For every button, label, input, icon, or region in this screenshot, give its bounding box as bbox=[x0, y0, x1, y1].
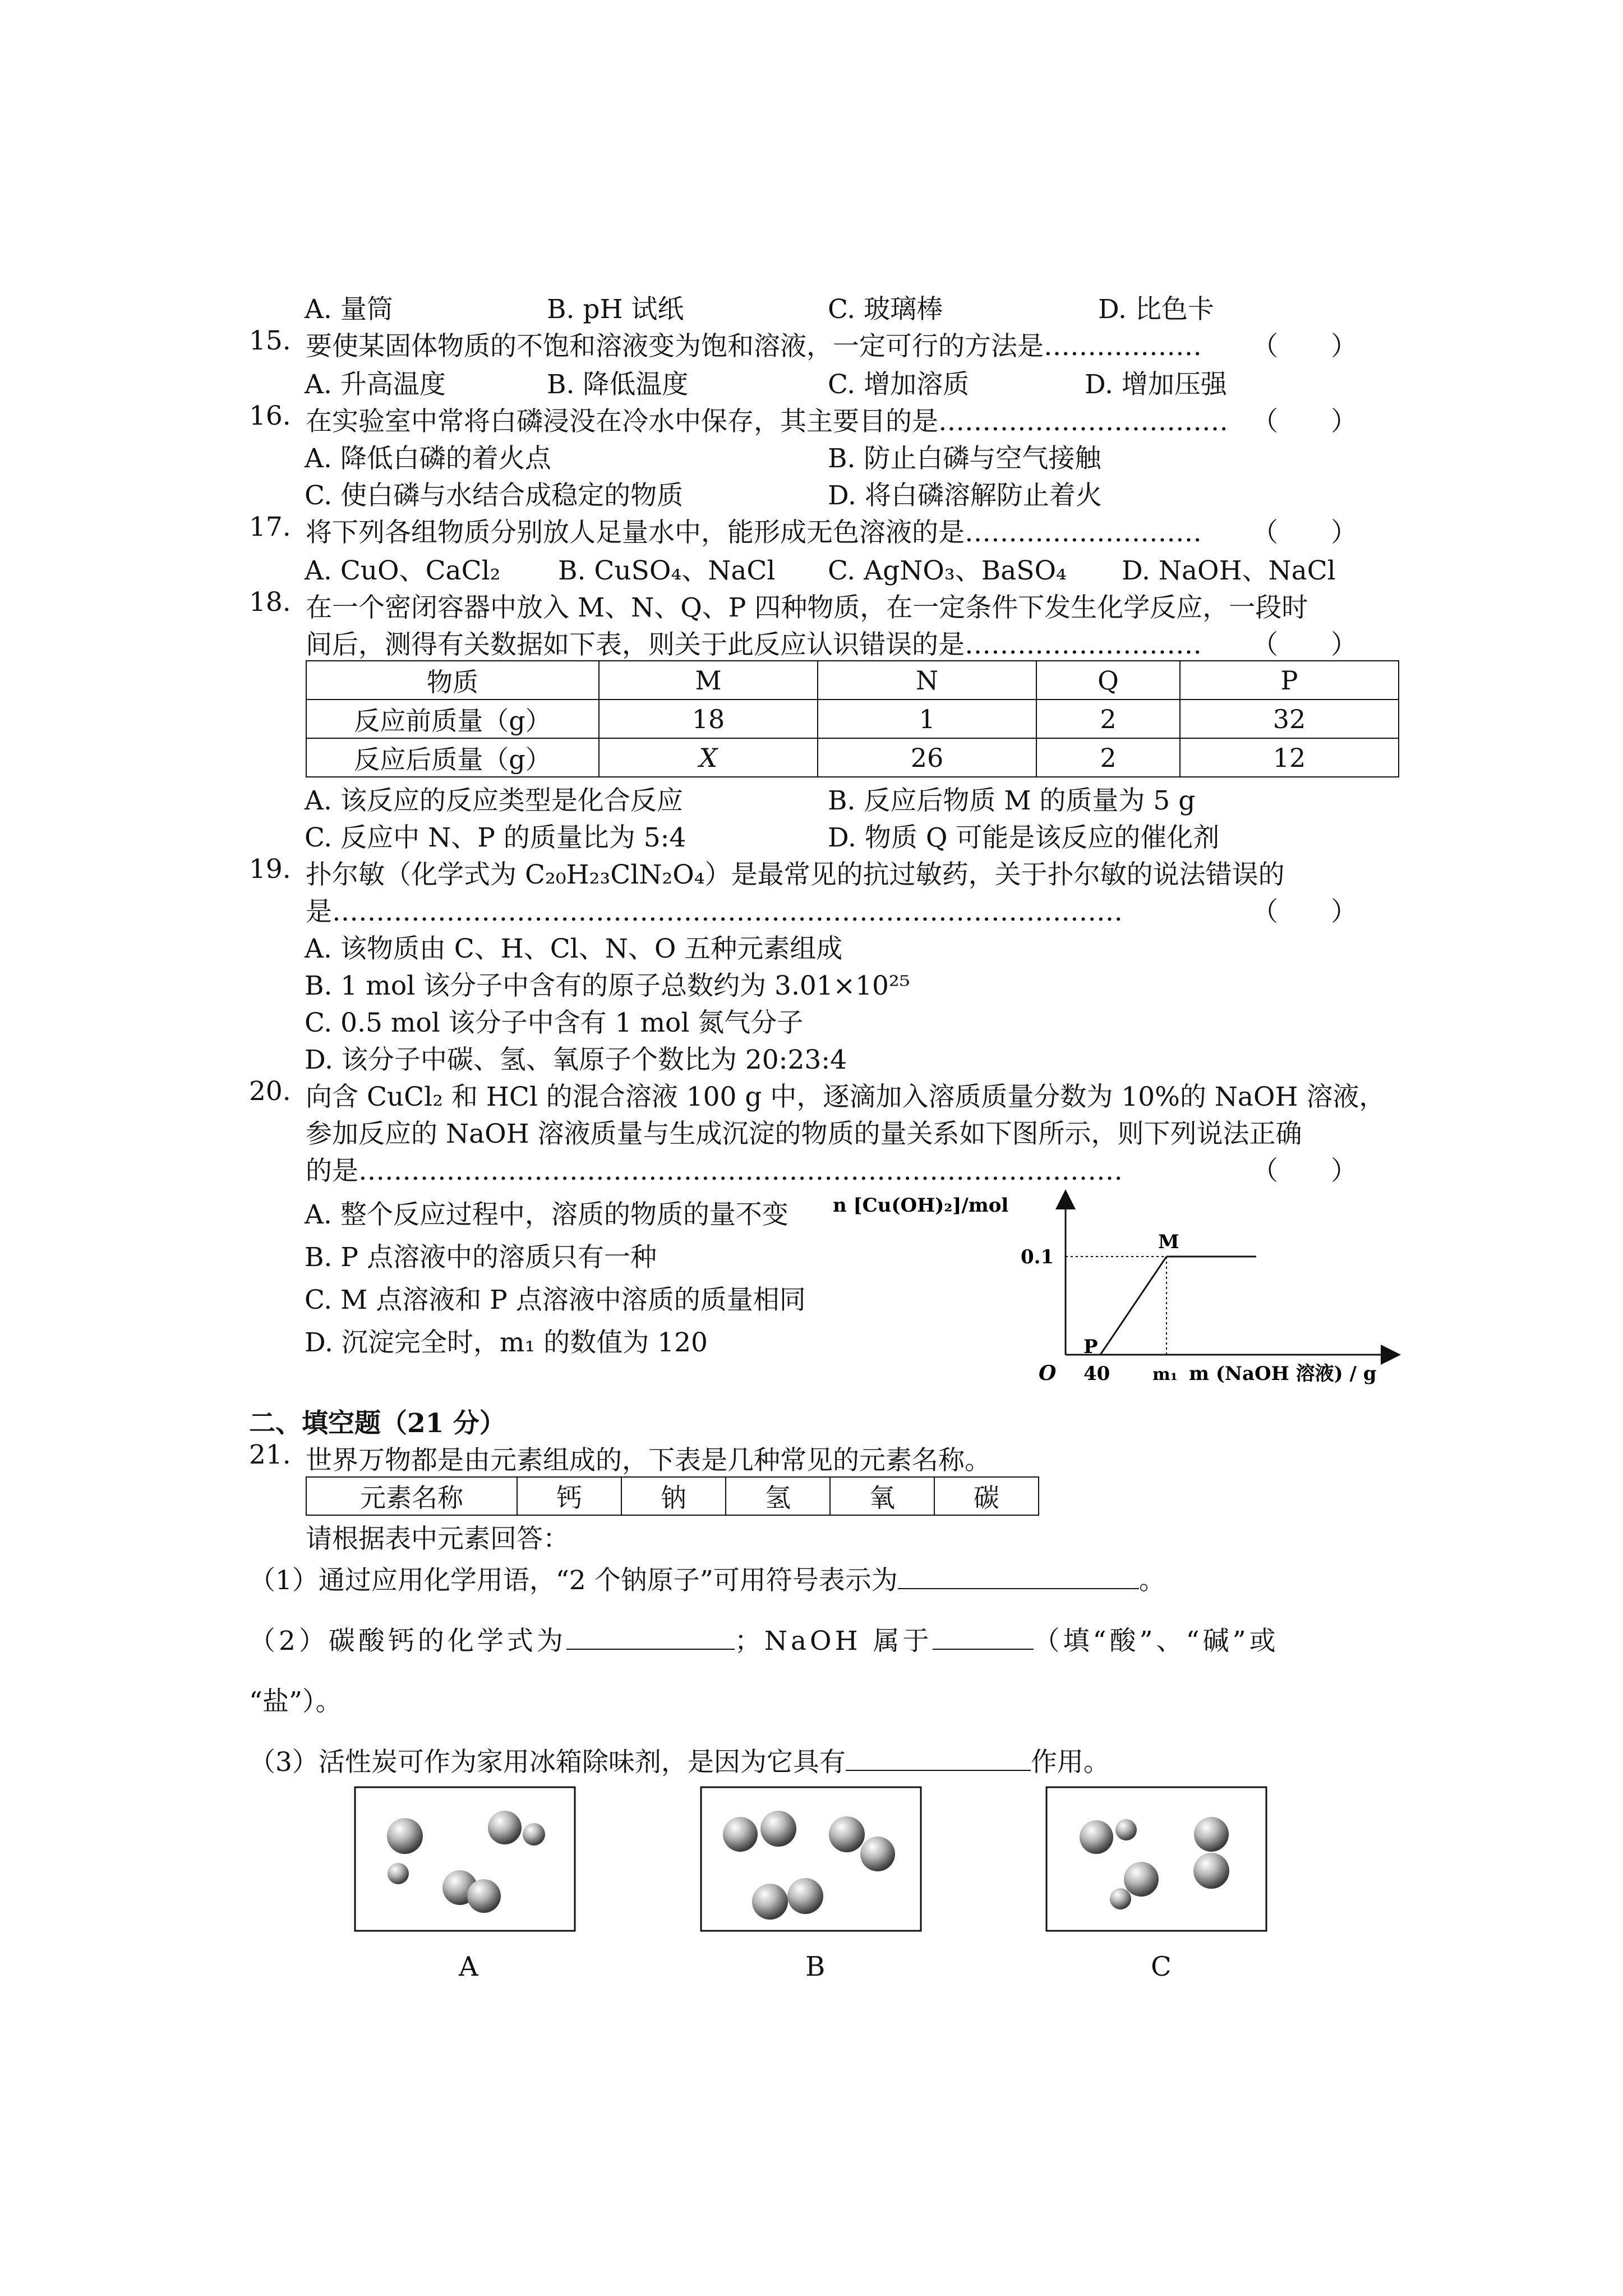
q20-option-b: B. P 点溶液中的溶质只有一种 bbox=[305, 1242, 657, 1273]
table-cell: 氢 bbox=[726, 1477, 830, 1515]
q15-option-a: A. 升高温度 bbox=[305, 369, 446, 400]
q19-option-a: A. 该物质由 C、H、Cl、N、O 五种元素组成 bbox=[305, 933, 843, 964]
q18-option-b: B. 反应后物质 M 的质量为 5 g bbox=[828, 785, 1196, 816]
point-label-p: P bbox=[1083, 1336, 1098, 1358]
q18-option-a: A. 该反应的反应类型是化合反应 bbox=[305, 785, 683, 816]
q15-stem: 要使某固体物质的不饱和溶液变为饱和溶液，一定可行的方法是……………… bbox=[306, 331, 1202, 362]
q15-answer-paren: （ ） bbox=[1252, 331, 1357, 362]
atom-icon bbox=[723, 1817, 758, 1852]
table-cell: Q bbox=[1036, 661, 1180, 700]
table-cell: 2 bbox=[1036, 700, 1180, 738]
atom-icon bbox=[1115, 1819, 1137, 1841]
q15-option-b: B. 降低温度 bbox=[547, 369, 689, 400]
q15-option-d: D. 增加压强 bbox=[1085, 369, 1227, 400]
q16-answer-paren: （ ） bbox=[1252, 406, 1357, 437]
q18-answer-paren: （ ） bbox=[1252, 629, 1357, 660]
molecule-box-c bbox=[1046, 1787, 1266, 1931]
q18-option-d: D. 物质 Q 可能是该反应的催化剂 bbox=[828, 822, 1220, 853]
point-label-m: M bbox=[1158, 1231, 1179, 1253]
x-tick-label-40: 40 bbox=[1083, 1363, 1110, 1385]
q21-number: 21. bbox=[249, 1439, 291, 1470]
q17-stem: 将下列各组物质分别放人足量水中，能形成无色溶液的是……………………… bbox=[306, 517, 1202, 548]
q17-option-d: D. NaOH、NaCl bbox=[1122, 555, 1336, 586]
atom-icon bbox=[760, 1811, 796, 1847]
q19-number: 19. bbox=[249, 854, 291, 885]
q19-stem-line1: 扑尔敏（化学式为 C₂₀H₂₃ClN₂O₄）是最常见的抗过敏药，关于扑尔敏的说法错误的 bbox=[306, 859, 1285, 890]
atom-icon bbox=[1110, 1888, 1131, 1910]
section-2-heading: 二、填空题（21 分） bbox=[249, 1408, 506, 1439]
q14-option-a: A. 量筒 bbox=[305, 294, 393, 325]
q19-stem-line2: 是……………………………………………………………………………… bbox=[306, 896, 1123, 927]
q20-number: 20. bbox=[249, 1076, 291, 1107]
atom-icon bbox=[752, 1884, 788, 1920]
table-cell: 2 bbox=[1036, 738, 1180, 777]
q16-option-a: A. 降低白磷的着火点 bbox=[305, 443, 551, 474]
q14-option-d: D. 比色卡 bbox=[1098, 294, 1214, 325]
q20-stem-line1: 向含 CuCl₂ 和 HCl 的混合溶液 100 g 中，逐滴加入溶质质量分数为 10%的 NaOH 溶液， bbox=[306, 1082, 1386, 1112]
box-label-b: B bbox=[805, 1951, 826, 1982]
atom-icon bbox=[829, 1816, 865, 1852]
atom-icon bbox=[1194, 1817, 1229, 1852]
table-cell: X bbox=[599, 738, 818, 777]
atom-icon bbox=[860, 1837, 895, 1871]
q18-option-c: C. 反应中 N、P 的质量比为 5:4 bbox=[305, 822, 686, 853]
box-label-a: A bbox=[459, 1951, 478, 1982]
atom-icon bbox=[388, 1863, 409, 1884]
table-cell: P bbox=[1180, 661, 1399, 700]
q20-stem-line3: 的是…………………………………………………………………………… bbox=[306, 1156, 1123, 1186]
q21-part1-text: （1）通过应用化学用语，“2 个钠原子”可用符号表示为 bbox=[249, 1565, 898, 1596]
q19-option-b: B. 1 mol 该分子中含有的原子总数约为 3.01×10²⁵ bbox=[305, 970, 910, 1001]
table-cell: 18 bbox=[599, 700, 818, 738]
atom-icon bbox=[523, 1823, 545, 1846]
table-cell: 钠 bbox=[621, 1477, 726, 1515]
q18-number: 18. bbox=[249, 587, 291, 618]
table-cell: 钙 bbox=[517, 1477, 621, 1515]
q15-number: 15. bbox=[249, 325, 291, 356]
x-tick-label-m1: m₁ bbox=[1152, 1365, 1178, 1384]
q16-number: 16. bbox=[249, 401, 291, 431]
q21-part2: （2）碳酸钙的化学式为 ；NaOH 属于 （填“酸”、“碱”或 bbox=[249, 1626, 1279, 1657]
q19-answer-paren: （ ） bbox=[1252, 896, 1357, 927]
molecule-box-a bbox=[355, 1787, 575, 1931]
table-cell: 元素名称 bbox=[306, 1477, 517, 1515]
table-cell: 12 bbox=[1180, 738, 1399, 777]
table-cell: 反应前质量（g） bbox=[306, 700, 599, 738]
table-cell: 反应后质量（g） bbox=[306, 738, 599, 777]
table-cell: 26 bbox=[818, 738, 1036, 777]
q21-part1: （1）通过应用化学用语，“2 个钠原子”可用符号表示为 。 bbox=[249, 1565, 1165, 1596]
q14-option-b: B. pH 试纸 bbox=[547, 294, 684, 325]
q15-option-c: C. 增加溶质 bbox=[828, 369, 970, 400]
atom-icon bbox=[1080, 1820, 1113, 1854]
q17-answer-paren: （ ） bbox=[1252, 517, 1357, 548]
q14-option-c: C. 玻璃棒 bbox=[828, 294, 943, 325]
atom-icon bbox=[488, 1811, 522, 1844]
q17-option-c: C. AgNO₃、BaSO₄ bbox=[828, 555, 1067, 586]
q19-option-d: D. 该分子中碳、氢、氧原子个数比为 20:23:4 bbox=[305, 1045, 847, 1075]
q17-option-a: A. CuO、CaCl₂ bbox=[305, 555, 501, 586]
q21-stem: 世界万物都是由元素组成的，下表是几种常见的元素名称。 bbox=[306, 1445, 991, 1476]
atom-icon bbox=[1193, 1853, 1229, 1889]
table-cell: 物质 bbox=[306, 661, 599, 700]
atom-icon bbox=[787, 1878, 823, 1914]
q20-option-a: A. 整个反应过程中，溶质的物质的量不变 bbox=[305, 1199, 789, 1230]
q16-option-c: C. 使白磷与水结合成稳定的物质 bbox=[305, 480, 684, 511]
table-cell: M bbox=[599, 661, 818, 700]
table-cell: 32 bbox=[1180, 700, 1399, 738]
q16-stem: 在实验室中常将白磷浸没在冷水中保存，其主要目的是…………………………… bbox=[306, 406, 1228, 437]
q20-option-d: D. 沉淀完全时，m₁ 的数值为 120 bbox=[305, 1327, 708, 1358]
box-label-c: C bbox=[1151, 1951, 1172, 1982]
q21-part2-cont: “盐”）。 bbox=[249, 1686, 342, 1717]
q20-answer-paren: （ ） bbox=[1252, 1156, 1357, 1186]
y-axis-label: n [Cu(OH)₂]/mol bbox=[833, 1194, 1009, 1217]
q17-number: 17. bbox=[249, 512, 291, 542]
table-cell: 氧 bbox=[830, 1477, 934, 1515]
q21-prompt: 请根据表中元素回答： bbox=[306, 1524, 569, 1554]
table-cell: 1 bbox=[818, 700, 1036, 738]
table-cell: N bbox=[818, 661, 1036, 700]
q20-stem-line2: 参加反应的 NaOH 溶液质量与生成沉淀的物质的量关系如下图所示，则下列说法正确 bbox=[306, 1119, 1302, 1149]
atom-icon bbox=[387, 1818, 423, 1854]
atom-icon bbox=[1124, 1862, 1159, 1897]
y-tick-label: 0.1 bbox=[1021, 1246, 1054, 1268]
q20-option-c: C. M 点溶液和 P 点溶液中溶质的质量相同 bbox=[305, 1285, 806, 1315]
q16-option-b: B. 防止白磷与空气接触 bbox=[828, 443, 1101, 474]
x-axis-label: m (NaOH 溶液) / g bbox=[1189, 1363, 1377, 1385]
q18-stem-line2: 间后，测得有关数据如下表，则关于此反应认识错误的是……………………… bbox=[306, 629, 1202, 660]
q17-option-b: B. CuSO₄、NaCl bbox=[558, 555, 776, 586]
q18-stem-line1: 在一个密闭容器中放入 M、N、Q、P 四种物质，在一定条件下发生化学反应，一段时 bbox=[306, 592, 1308, 623]
origin-label: O bbox=[1039, 1361, 1057, 1385]
q16-option-d: D. 将白磷溶解防止着火 bbox=[828, 480, 1102, 511]
atom-icon bbox=[467, 1879, 501, 1913]
q21-part3: （3）活性炭可作为家用冰箱除味剂，是因为它具有 作用。 bbox=[249, 1747, 1110, 1778]
table-cell: 碳 bbox=[934, 1477, 1039, 1515]
q19-option-c: C. 0.5 mol 该分子中含有 1 mol 氮气分子 bbox=[305, 1007, 804, 1038]
